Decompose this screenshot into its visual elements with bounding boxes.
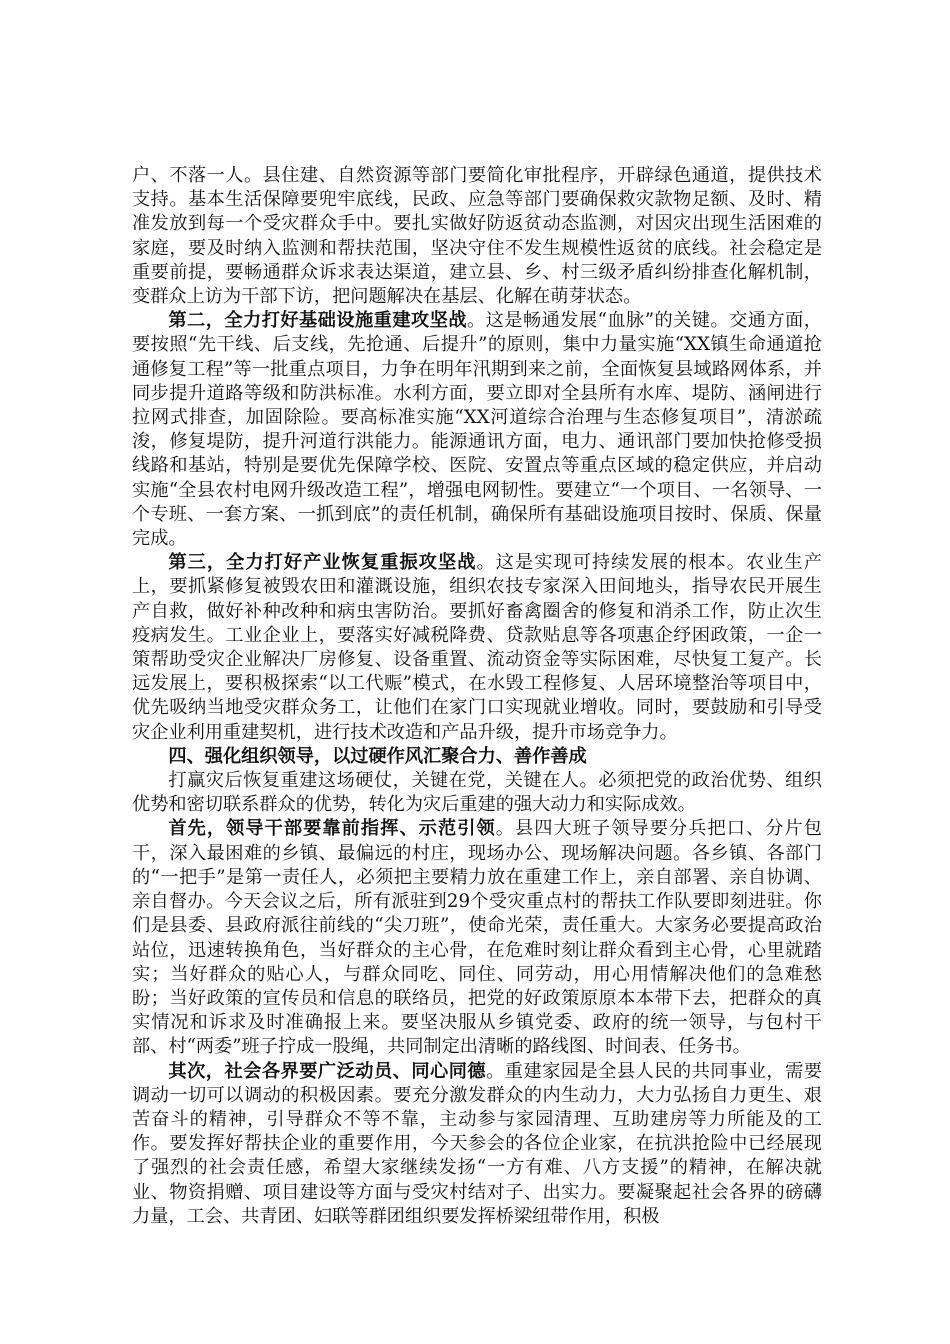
document-body [132, 164, 822, 1229]
paragraph-lead: 其次，社会各界要广泛动员、同心同德 [168, 1060, 487, 1082]
paragraph-lead: 第三，全力打好产业恢复重振攻坚战 [168, 552, 477, 574]
paragraph-text: 。重建家园是全县人民的共同事业，需要调动一切可以调动的积极因素。要充分激发群众的内生动力，大力弘扬自力更生、艰苦奋斗的精神，引导群众不等不靠，主动参与家园清理、互助建房等力所能及的工作。要发挥好帮扶企业的重要作用，今天参会的各位企业家，在抗洪抢险中已经展现了强烈的社会责任感，希望大家继续发扬“一方有难、八方支援”的精神，在解决就业、物资捐赠、项目建设等方面与受灾村结对子、出实力。要凝聚起社会各界的磅礴力量，工会、共青团、妇联等群团组织要发挥桥梁纽带作用，积极 [132, 1060, 822, 1227]
paragraph-social-mobilization [132, 1060, 822, 1229]
paragraph-infrastructure [132, 309, 822, 551]
paragraph-leading-cadres [132, 817, 822, 1059]
paragraph-text: 。县四大班子领导要分兵把口、分片包干，深入最困难的乡镇、最偏远的村庄，现场办公、现场解决问题。各乡镇、各部门的“一把手”是第一责任人，必须把主要精力放在重建工作上，亲自部署、亲自协调、亲自督办。今天会议之后，所有派驻到29个受灾重点村的帮扶工作队要即刻进驻。你们是县委、县政府派往前线的“尖刀班”，使命光荣，责任重大。大家务必要提高政治站位，迅速转换角色，当好群众的主心骨，在危难时刻让群众看到主心骨，心里就踏实；当好群众的贴心人，与群众同吃、同住、同劳动，用心用情解决他们的急难愁盼；当好政策的宣传员和信息的联络员，把党的好政策原原本本带下去，把群众的真实情况和诉求及时准确报上来。要坚决服从乡镇党委、政府的统一领导，与包村干部、村“两委”班子拧成一股绳，共同制定出清晰的路线图、时间表、任务书。 [132, 818, 822, 1058]
section-heading-four: 四、强化组织领导，以过硬作风汇聚合力、善作善成 [168, 745, 587, 767]
paragraph-lead: 第二，全力打好基础设施重建攻坚战 [168, 310, 467, 332]
paragraph-basic-livelihood: 户、不落一人。县住建、自然资源等部门要简化审批程序，开辟绿色通道，提供技术支持。基本生活保障要兜牢底线，民政、应急等部门要确保救灾款物足额、及时、精准发放到每一个受灾群众手中。要扎实做好防返贫动态监测，对因灾出现生活困难的家庭，要及时纳入监测和帮扶范围，坚决守住不发生规模性返贫的底线。社会稳定是重要前提，要畅通群众诉求表达渠道，建立县、乡、村三级矛盾纠纷排查化解机制，变群众上访为干部下访，把问题解决在基层、化解在萌芽状态。 [132, 165, 822, 308]
paragraph-party-leadership: 打赢灾后恢复重建这场硬仗，关键在党，关键在人。必须把党的政治优势、组织优势和密切联系群众的优势，转化为灾后重建的强大动力和实际成效。 [132, 770, 822, 816]
paragraph-industry [132, 551, 822, 745]
paragraph-text: 。这是畅通发展“血脉”的关键。交通方面，要按照“先干线、后支线，先抢通、后提升”的原则，集中力量实施“XX镇生命通道抢通修复工程”等一批重点项目，力争在明年汛期到来之前，全面恢复县域路网体系，并同步提升道路等级和防洪标准。水利方面，要立即对全县所有水库、堤防、涵闸进行拉网式排查，加固除险。要高标准实施“XX河道综合治理与生态修复项目”，清淤疏浚，修复堤防，提升河道行洪能力。能源通讯方面，电力、通讯部门要加快抢修受损线路和基站，特别是要优先保障学校、医院、安置点等重点区域的稳定供应，并启动实施“全县农村电网升级改造工程”，增强电网韧性。要建立“一个项目、一名领导、一个专班、一套方案、一抓到底”的责任机制，确保所有基础设施项目按时、保质、保量完成。 [132, 310, 822, 550]
paragraph-text: 。这是实现可持续发展的根本。农业生产上，要抓紧修复被毁农田和灌溉设施，组织农技专家深入田间地头，指导农民开展生产自救，做好补种改种和病虫害防治。要抓好畜禽圈舍的修复和消杀工作，防止次生疫病发生。工业企业上，要落实好减税降费、贷款贴息等各项惠企纾困政策，一企一策帮助受灾企业解决厂房修复、设备重置、流动资金等实际困难，尽快复工复产。长远发展上，要积极探索“以工代赈”模式，在水毁工程修复、人居环境整治等项目中，优先吸纳当地受灾群众务工，让他们在家门口实现就业增收。同时，要鼓励和引导受灾企业利用重建契机，进行技术改造和产品升级，提升市场竞争力。 [132, 552, 822, 743]
paragraph-lead: 首先，领导干部要靠前指挥、示范引领 [168, 818, 496, 840]
